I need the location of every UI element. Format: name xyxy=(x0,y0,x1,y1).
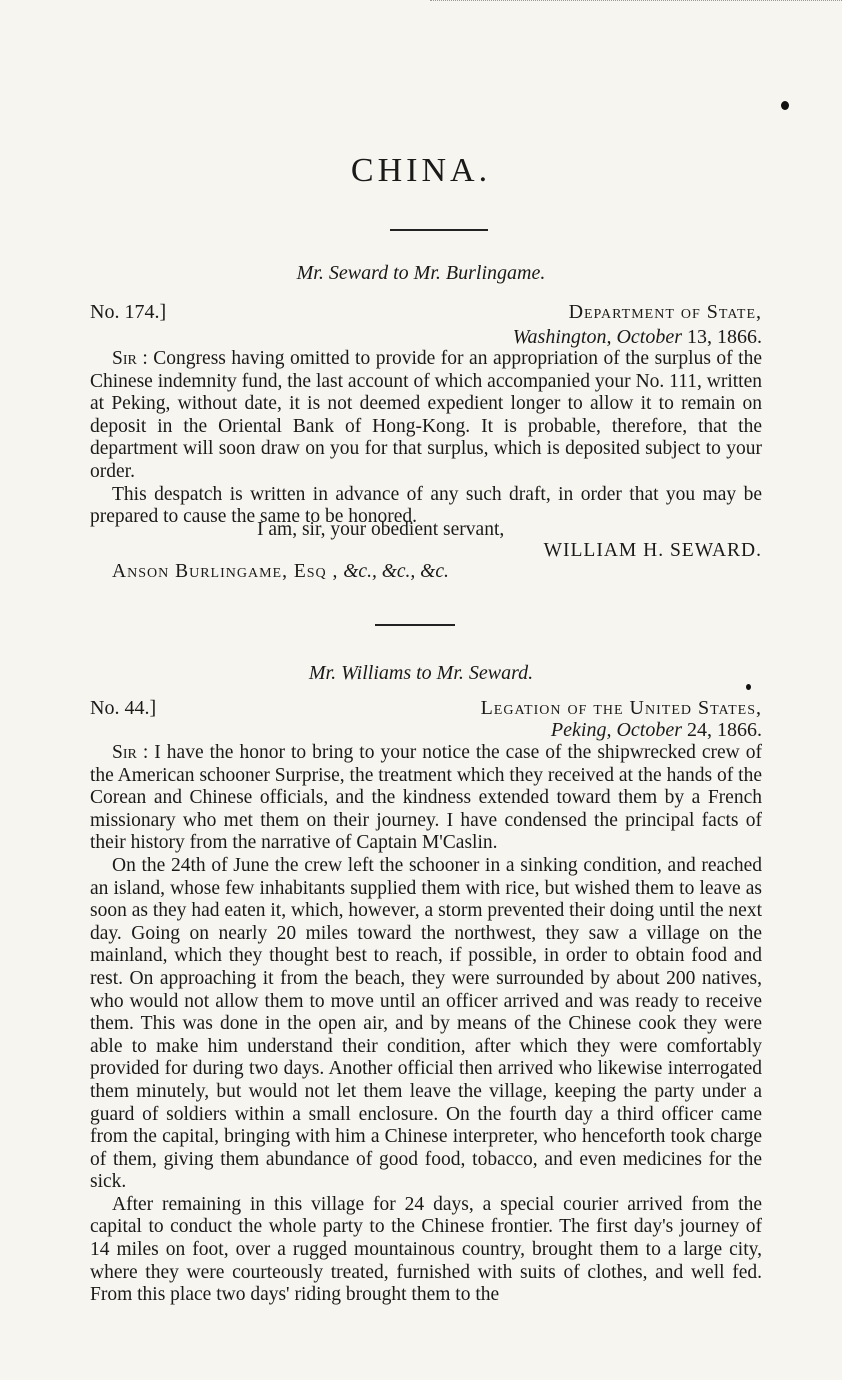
letter2-salutation: Sir : xyxy=(112,742,149,763)
letter2-month: October xyxy=(616,719,682,741)
letter1-addressee-etc: &c., &c., &c. xyxy=(343,561,449,582)
top-edge-rule xyxy=(430,0,842,2)
letter2-number: No. 44.] xyxy=(90,697,157,719)
letter1-salutation: Sir : xyxy=(112,348,148,369)
letter1-city: Washington, xyxy=(512,326,612,348)
letter2-city: Peking, xyxy=(550,719,612,741)
letter1-addressee-name: Anson Burlingame, Esq , xyxy=(112,561,339,582)
letter1-heading: Mr. Seward to Mr. Burlingame. xyxy=(296,262,546,284)
section-rule xyxy=(390,229,488,231)
ink-blot xyxy=(781,101,789,110)
letter1-paragraph: Sir : Congress having omitted to provide for an appropriation of the surplus of the Chinese indemnity fund, the last account of which accompanied your No. 111, written at Peking, without date, it is not deemed expedient longer to allow it to remain on deposit in the Oriental Bank of Hong-Kong. It is probable, therefore, that the department will soon draw on you for that surplus, which is deposited subject to your order. xyxy=(90,348,763,482)
letter1-addressee xyxy=(112,561,449,583)
letter2-paragraph: Sir : I have the honor to bring to your notice the case of the shipwrecked crew of the American schooner Surprise, the treatment which they received at the hands of the Corean and Chinese officials, and the kindness extended toward them by a French missionary who met them on their journey. I have condensed the principal facts of their history from the narrative of Captain M'Caslin. xyxy=(90,742,763,854)
letter2-body xyxy=(90,742,762,1307)
letter1-signature: WILLIAM H. SEWARD. xyxy=(543,540,762,561)
letter2-paragraph: On the 24th of June the crew left the schooner in a sinking condition, and reached an island, whose few inhabitants supplied them with rice, but wished them to leave as soon as they had eaten it, which, however, a storm prevented their doing until the next day. Going on nearly 20 miles toward the northwest, they saw a village on the mainland, which they thought best to reach, if possible, in order to obtain food and rest. On approaching it from the beach, they were surrounded by about 200 natives, who would not allow them to move until an officer arrived and was ready to receive them. This was done in the open air, and by means of the Chinese cook they were able to make him understand their condition, after which they were comfortably provided for during two days. Another official then arrived who likewise interrogated them minutely, but would not let them leave the village, keeping the party under a guard of soldiers within a small enclosure. On the fourth day a third officer came from the capital, bringing with him a Chinese interpreter, who henceforth took charge of them, giving them abundance of good food, tobacco, and even medicines for the sick. xyxy=(90,854,762,1193)
letter1-place-date xyxy=(513,326,762,349)
letter2-paragraph: After remaining in this village for 24 days, a special courier arrived from the capital to conduct the whole party to the Chinese frontier. The first day's journey of 14 miles on foot, over a rugged mountainous country, brought them to a large city, where they were courteously treated, furnished with suits of clothes, and well fed. From this place two days' riding brought them to the xyxy=(90,1193,762,1306)
letter1-department: Department of State, xyxy=(568,301,762,323)
letter1-month: October xyxy=(616,326,682,348)
letter1-number: No. 174.] xyxy=(90,301,167,323)
letter1-paragraph: This despatch is written in advance of any such draft, in order that you may be prepared to cause the same to be honored. xyxy=(90,483,762,528)
letter1-closing: I am, sir, your obedient servant, xyxy=(257,519,505,540)
letter1-body xyxy=(90,348,762,529)
section-rule xyxy=(375,624,455,626)
letter2-date: 24, 1866. xyxy=(682,719,762,741)
page-title: CHINA. xyxy=(350,152,492,189)
letter1-date: 13, 1866. xyxy=(682,326,762,348)
letter2-heading: Mr. Williams to Mr. Seward. xyxy=(308,662,534,684)
letter2-place-date xyxy=(551,719,762,742)
letter2-legation: Legation of the United States, xyxy=(480,697,762,719)
